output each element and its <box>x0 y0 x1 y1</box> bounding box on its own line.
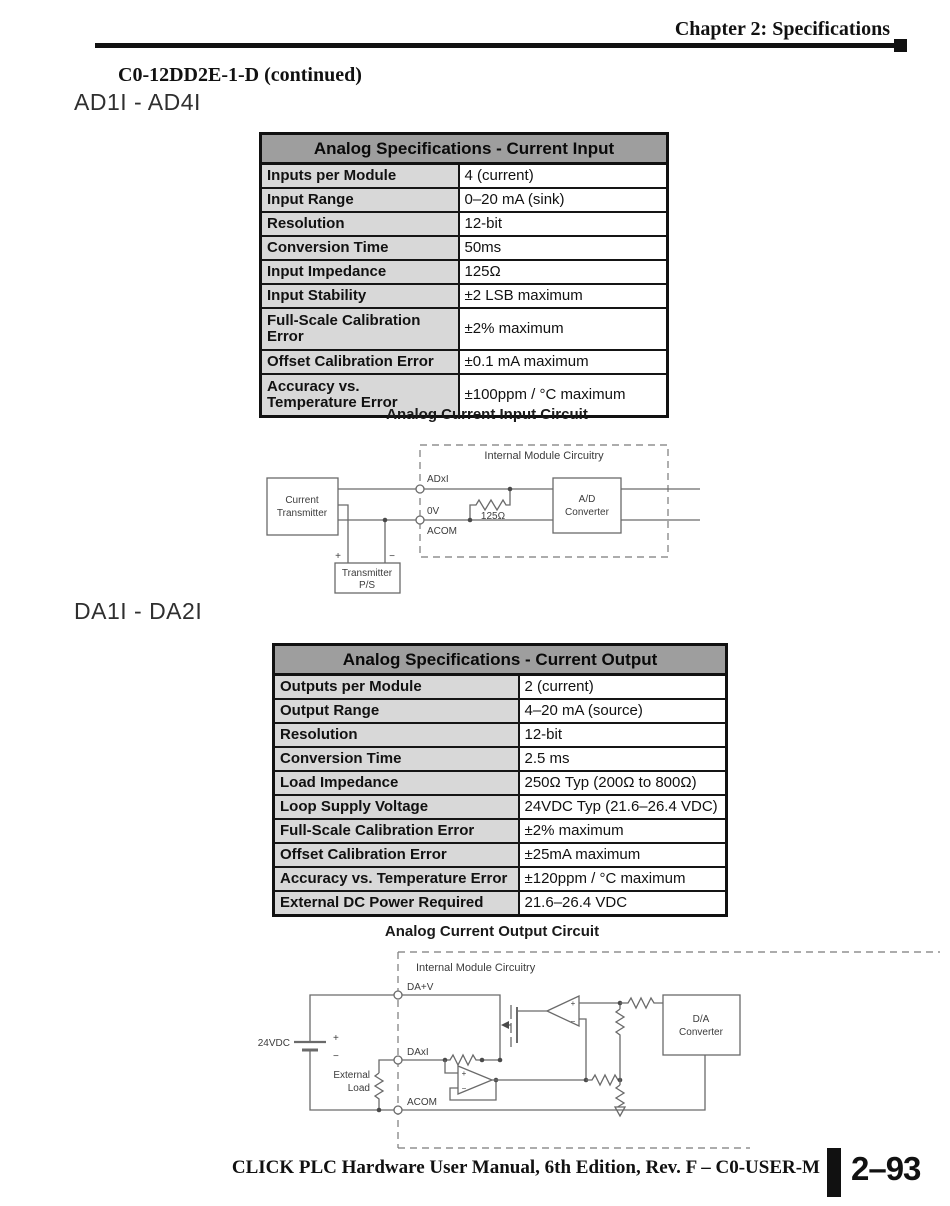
table-row <box>261 212 668 236</box>
spec-value: 12-bit <box>459 212 668 236</box>
spec-label: Accuracy vs. Temperature Error <box>274 867 519 891</box>
table-row <box>274 723 727 747</box>
spec-label: Inputs per Module <box>261 164 459 189</box>
table-row <box>261 350 668 374</box>
spec-label: Output Range <box>274 699 519 723</box>
table-title: Analog Specifications - Current Input <box>261 134 668 164</box>
table-row <box>261 236 668 260</box>
internal-circuitry-label: Internal Module Circuitry <box>484 450 604 462</box>
spec-label: Conversion Time <box>274 747 519 771</box>
spec-label: Load Impedance <box>274 771 519 795</box>
spec-value: 2 (current) <box>519 675 727 700</box>
current-output-spec-table <box>272 643 728 917</box>
spec-label: Input Stability <box>261 284 459 308</box>
spec-value: 250Ω Typ (200Ω to 800Ω) <box>519 771 727 795</box>
spec-label: Input Range <box>261 188 459 212</box>
external-load-label-1: External <box>333 1070 370 1081</box>
table-row <box>274 699 727 723</box>
spec-value: 50ms <box>459 236 668 260</box>
spec-value: ±100ppm / °C maximum <box>459 374 668 417</box>
spec-label: Accuracy vs. Temperature Error <box>261 374 459 417</box>
ad-converter-label-2: Converter <box>565 507 609 518</box>
internal-circuitry-label: Internal Module Circuitry <box>416 962 536 974</box>
spec-value: ±0.1 mA maximum <box>459 350 668 374</box>
opamp-plus: + <box>461 1069 467 1078</box>
transmitter-ps-label-2: P/S <box>358 580 376 591</box>
section-label-da: DA1I - DA2I <box>74 598 203 624</box>
ad-converter-label-1: A/D <box>578 494 596 505</box>
acom-terminal <box>394 1106 402 1114</box>
spec-label: Resolution <box>261 212 459 236</box>
table-row <box>274 867 727 891</box>
adxi-terminal <box>416 485 424 493</box>
mosfet-symbol <box>500 1003 547 1060</box>
da-converter-label-1: D/A <box>692 1014 710 1025</box>
table-row <box>261 308 668 350</box>
opamp-minus: − <box>570 1017 576 1026</box>
ground-symbol <box>615 1107 625 1116</box>
acom-terminal <box>416 516 424 524</box>
chapter-heading: Chapter 2: Specifications <box>674 18 890 40</box>
footer-bar <box>827 1148 841 1197</box>
header-rule <box>95 43 907 48</box>
opamp-left <box>547 996 620 1080</box>
spec-value: 125Ω <box>459 260 668 284</box>
table-row <box>274 891 727 916</box>
table-row <box>274 675 727 700</box>
minus-label: − <box>389 551 395 562</box>
page-number: 2–93 <box>851 1150 921 1187</box>
current-transmitter-label-1: Current <box>285 495 319 506</box>
table-title: Analog Specifications - Current Output <box>274 645 727 675</box>
input-circuit-caption: Analog Current Input Circuit <box>386 406 588 423</box>
spec-label: Resolution <box>274 723 519 747</box>
external-load-label-2: Load <box>347 1083 370 1094</box>
daxi-terminal <box>394 1056 402 1064</box>
opamp-minus: − <box>461 1084 467 1093</box>
terminal-label-acom: ACOM <box>427 526 457 537</box>
table-row <box>274 819 727 843</box>
spec-label: Offset Calibration Error <box>274 843 519 867</box>
plus-label: + <box>333 1033 339 1044</box>
output-circuit-caption: Analog Current Output Circuit <box>384 923 600 940</box>
input-circuit-diagram <box>230 428 710 603</box>
spec-label: Conversion Time <box>261 236 459 260</box>
terminal-label-daxi: DAxI <box>407 1047 429 1058</box>
terminal-label-0v: 0V <box>427 506 440 517</box>
table-row <box>261 284 668 308</box>
table-row <box>261 164 668 189</box>
terminal-label-adxi: ADxI <box>427 474 449 485</box>
spec-value: 12-bit <box>519 723 727 747</box>
header-rule-endcap <box>894 39 907 52</box>
resistor-value-label: 125Ω <box>480 511 506 522</box>
table-row <box>274 771 727 795</box>
spec-label: Full-Scale Calibration Error <box>274 819 519 843</box>
opamp-right <box>445 1060 586 1100</box>
transmitter-ps-label-1: Transmitter <box>341 568 393 579</box>
current-transmitter-label-2: Transmitter <box>276 508 328 519</box>
supply-voltage-label: 24VDC <box>257 1038 290 1049</box>
spec-label: Full-Scale Calibration Error <box>261 308 459 350</box>
spec-label: Loop Supply Voltage <box>274 795 519 819</box>
spec-value: 21.6–26.4 VDC <box>519 891 727 916</box>
plus-label: + <box>335 551 341 562</box>
output-circuit-diagram <box>230 945 950 1153</box>
footer-manual-title: CLICK PLC Hardware User Manual, 6th Edition, Rev. F – C0-USER-M <box>231 1157 820 1178</box>
spec-value: ±2 LSB maximum <box>459 284 668 308</box>
spec-value: ±25mA maximum <box>519 843 727 867</box>
ad-converter-box <box>553 478 621 533</box>
table-row <box>274 747 727 771</box>
spec-value: 0–20 mA (sink) <box>459 188 668 212</box>
spec-label: Input Impedance <box>261 260 459 284</box>
current-input-spec-table <box>259 132 669 418</box>
page-title: C0-12DD2E-1-D (continued) <box>118 64 362 86</box>
spec-value: 24VDC Typ (21.6–26.4 VDC) <box>519 795 727 819</box>
terminal-label-dav: DA+V <box>407 982 434 993</box>
da-converter-label-2: Converter <box>679 1027 723 1038</box>
table-row <box>274 795 727 819</box>
spec-value: 2.5 ms <box>519 747 727 771</box>
table-row <box>261 260 668 284</box>
spec-label: Outputs per Module <box>274 675 519 700</box>
spec-value: 4–20 mA (source) <box>519 699 727 723</box>
spec-label: External DC Power Required <box>274 891 519 916</box>
da-plus-v-terminal <box>394 991 402 999</box>
spec-value: ±2% maximum <box>459 308 668 350</box>
spec-value: 4 (current) <box>459 164 668 189</box>
spec-value: ±120ppm / °C maximum <box>519 867 727 891</box>
terminal-label-acom: ACOM <box>407 1097 437 1108</box>
spec-label: Offset Calibration Error <box>261 350 459 374</box>
table-row <box>261 188 668 212</box>
da-converter-box <box>663 995 740 1055</box>
opamp-plus: + <box>570 999 576 1008</box>
spec-value: ±2% maximum <box>519 819 727 843</box>
minus-label: − <box>333 1051 339 1062</box>
current-transmitter-box <box>267 478 338 535</box>
table-row <box>274 843 727 867</box>
section-label-ad: AD1I - AD4I <box>74 89 201 115</box>
